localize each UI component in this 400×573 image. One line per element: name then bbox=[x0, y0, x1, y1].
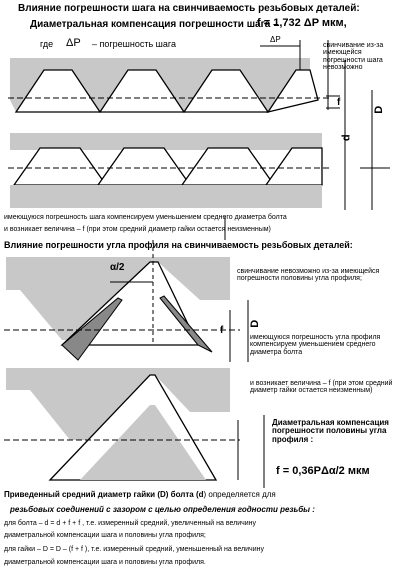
pitch-formula-label: Диаметральная компенсация погрешности шага – bbox=[30, 19, 279, 30]
reduced-diameter-line1: Приведенный средний диаметр гайки (D) болта (d) определяется для bbox=[4, 490, 276, 499]
angle-comp-formula: f = 0,36PΔα/2 мкм bbox=[276, 465, 370, 477]
angle-label: α/2 bbox=[110, 262, 125, 273]
where-text: – погрешность шага bbox=[92, 39, 177, 49]
reduced-diameter-line3: для болта – d = d + f + f , т.е. измеренный средний, увеличенный на величину bbox=[4, 520, 257, 527]
reduced-diameter-line5: для гайки – D = D – (f + f ), т.е. измеренный средний, уменьшенный на величину bbox=[4, 546, 264, 553]
reduced-diameter-line2: резьбовых соединений с зазором с целью определения годности резьбы : bbox=[10, 505, 315, 514]
angle-lower-profile bbox=[6, 368, 230, 480]
angle-note-mid2: и возникает величина – f (при этом средний диаметр гайки остается неизменным) bbox=[250, 380, 393, 395]
section2-title: Влияние погрешности угла профиля на свинчиваемость резьбовых деталей: bbox=[4, 240, 353, 250]
label-f-angle: f bbox=[220, 325, 224, 336]
label-D2-angle: D bbox=[249, 319, 262, 328]
pitch-note-right: свинчивание из-за имеющейся погрешности шага невозможно bbox=[323, 42, 384, 72]
label-f-pitch: f bbox=[337, 97, 341, 108]
reduced-diameter-line4: диаметральной компенсации шага и половины угла профиля; bbox=[4, 532, 206, 539]
pitch-lower-profile bbox=[10, 133, 322, 208]
delta-p-label: ΔP bbox=[270, 35, 281, 44]
pitch-comp-line2: и возникает величина – f (при этом средний диаметр гайки остается неизменным) bbox=[4, 226, 271, 233]
angle-note-mid: имеющуюся погрешность угла профиля компенсируем уменьшением среднего диаметра болта bbox=[250, 334, 381, 356]
pitch-comp-line1: имеющуюся погрешность шага компенсируем уменьшением среднего диаметра болта bbox=[4, 214, 287, 221]
reduced-diameter-line6: диаметральной компенсации шага и половины угла профиля. bbox=[4, 559, 206, 566]
label-d2-pitch: d bbox=[340, 134, 353, 142]
angle-note-top: свинчивание невозможно из-за имеющейся погрешности половины угла профиля; bbox=[237, 268, 380, 283]
where-symbol: ΔP bbox=[66, 37, 81, 49]
pitch-formula-expr: f = 1,732 ΔP мкм, bbox=[257, 17, 347, 29]
section1-title: Влияние погрешности шага на свинчиваемость резьбовых деталей: bbox=[18, 3, 360, 14]
where-prefix: где bbox=[40, 39, 54, 49]
angle-comp-title: Диаметральная компенсация погрешности половины угла профиля : bbox=[272, 418, 389, 444]
label-D2-pitch: D bbox=[373, 105, 386, 114]
